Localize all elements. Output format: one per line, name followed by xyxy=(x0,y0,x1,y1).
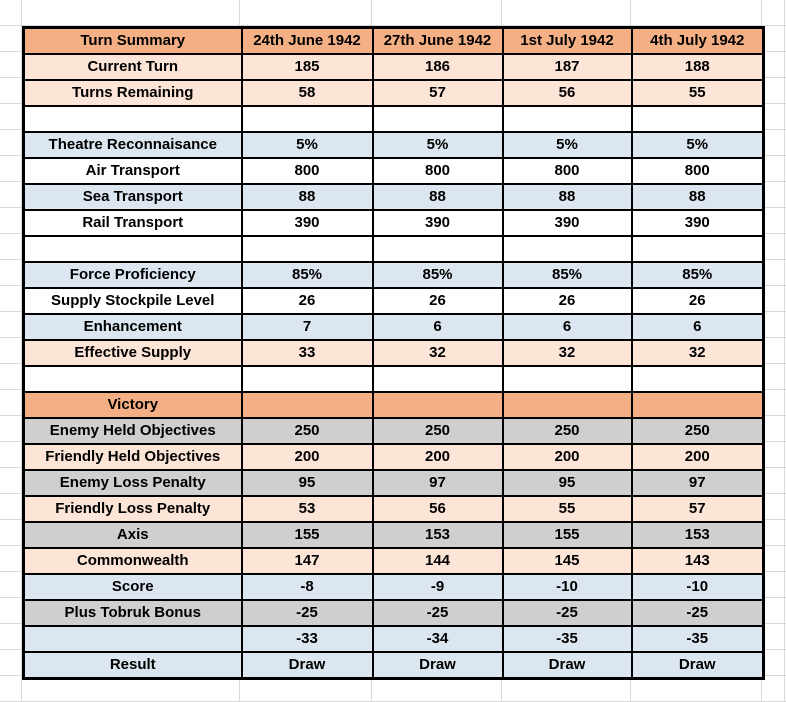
value-cell[interactable]: 88 xyxy=(373,184,503,210)
table-row xyxy=(24,262,764,288)
table-title-cell[interactable]: Turn Summary xyxy=(24,28,242,55)
value-cell[interactable]: -25 xyxy=(632,600,764,626)
value-cell[interactable]: 153 xyxy=(373,522,503,548)
value-cell[interactable]: -10 xyxy=(632,574,764,600)
value-cell[interactable]: 143 xyxy=(632,548,764,574)
row-label-cell[interactable]: Turns Remaining xyxy=(24,80,242,106)
value-cell[interactable] xyxy=(242,392,373,418)
value-cell[interactable]: 250 xyxy=(503,418,632,444)
value-cell[interactable] xyxy=(632,236,764,262)
value-cell[interactable]: 33 xyxy=(242,340,373,366)
table-row xyxy=(24,574,764,600)
value-cell[interactable]: 5% xyxy=(503,132,632,158)
value-cell[interactable]: 153 xyxy=(632,522,764,548)
value-cell[interactable]: 97 xyxy=(632,470,764,496)
value-cell[interactable]: 390 xyxy=(373,210,503,236)
table-row xyxy=(24,340,764,366)
table-row xyxy=(24,132,764,158)
table-row xyxy=(24,522,764,548)
value-cell[interactable]: 5% xyxy=(242,132,373,158)
value-cell[interactable] xyxy=(632,106,764,132)
value-cell[interactable]: 200 xyxy=(632,444,764,470)
row-label-cell[interactable]: Effective Supply xyxy=(24,340,242,366)
value-cell[interactable] xyxy=(242,366,373,392)
value-cell[interactable]: -34 xyxy=(373,626,503,652)
row-label-cell[interactable]: Plus Tobruk Bonus xyxy=(24,600,242,626)
table-row xyxy=(24,548,764,574)
table-row xyxy=(24,626,764,652)
row-label-cell[interactable]: Friendly Loss Penalty xyxy=(24,496,242,522)
row-label-cell[interactable]: Enemy Loss Penalty xyxy=(24,470,242,496)
value-cell[interactable] xyxy=(632,366,764,392)
value-cell[interactable] xyxy=(503,106,632,132)
row-label-cell[interactable]: Commonwealth xyxy=(24,548,242,574)
table-row xyxy=(24,314,764,340)
table-row xyxy=(24,444,764,470)
value-cell[interactable] xyxy=(503,392,632,418)
turn-summary-table xyxy=(22,26,765,680)
value-cell[interactable]: 97 xyxy=(373,470,503,496)
table-row xyxy=(24,496,764,522)
table-row xyxy=(24,106,764,132)
value-cell[interactable]: 55 xyxy=(503,496,632,522)
value-cell[interactable]: Draw xyxy=(242,652,373,679)
value-cell[interactable]: 186 xyxy=(373,54,503,80)
row-label-cell[interactable]: Theatre Reconnaisance xyxy=(24,132,242,158)
value-cell[interactable]: Draw xyxy=(373,652,503,679)
value-cell[interactable]: 32 xyxy=(373,340,503,366)
row-label-cell[interactable] xyxy=(24,236,242,262)
table-row xyxy=(24,184,764,210)
turn-summary-table-body xyxy=(24,28,764,679)
value-cell[interactable]: 53 xyxy=(242,496,373,522)
value-cell[interactable]: 56 xyxy=(503,80,632,106)
value-cell[interactable]: 88 xyxy=(503,184,632,210)
row-label-cell[interactable]: Friendly Held Objectives xyxy=(24,444,242,470)
table-row xyxy=(24,470,764,496)
value-cell[interactable]: 250 xyxy=(373,418,503,444)
value-cell[interactable]: 155 xyxy=(503,522,632,548)
table-row xyxy=(24,392,764,418)
value-cell[interactable]: 32 xyxy=(632,340,764,366)
table-row xyxy=(24,418,764,444)
value-cell[interactable]: 800 xyxy=(242,158,373,184)
value-cell[interactable]: -33 xyxy=(242,626,373,652)
value-cell[interactable]: 7 xyxy=(242,314,373,340)
row-label-cell[interactable]: Sea Transport xyxy=(24,184,242,210)
value-cell[interactable]: 85% xyxy=(503,262,632,288)
value-cell[interactable]: 155 xyxy=(242,522,373,548)
row-label-cell[interactable]: Supply Stockpile Level xyxy=(24,288,242,314)
row-label-cell[interactable]: Current Turn xyxy=(24,54,242,80)
value-cell[interactable]: -35 xyxy=(632,626,764,652)
value-cell[interactable] xyxy=(242,236,373,262)
row-label-cell[interactable]: Result xyxy=(24,652,242,679)
column-header-cell[interactable]: 24th June 1942 xyxy=(242,28,373,55)
row-label-cell[interactable]: Rail Transport xyxy=(24,210,242,236)
row-label-cell[interactable]: Air Transport xyxy=(24,158,242,184)
row-label-cell[interactable]: Enhancement xyxy=(24,314,242,340)
column-header-cell[interactable]: 27th June 1942 xyxy=(373,28,503,55)
value-cell[interactable]: 26 xyxy=(632,288,764,314)
value-cell[interactable]: 250 xyxy=(632,418,764,444)
value-cell[interactable]: 85% xyxy=(373,262,503,288)
row-label-cell[interactable]: Axis xyxy=(24,522,242,548)
row-label-cell[interactable]: Victory xyxy=(24,392,242,418)
value-cell[interactable]: Draw xyxy=(503,652,632,679)
value-cell[interactable]: 26 xyxy=(242,288,373,314)
table-row xyxy=(24,236,764,262)
row-label-cell[interactable] xyxy=(24,106,242,132)
value-cell[interactable]: 188 xyxy=(632,54,764,80)
value-cell[interactable]: 95 xyxy=(503,470,632,496)
value-cell[interactable]: 147 xyxy=(242,548,373,574)
value-cell[interactable] xyxy=(632,392,764,418)
row-label-cell[interactable] xyxy=(24,366,242,392)
value-cell[interactable]: 144 xyxy=(373,548,503,574)
value-cell[interactable]: 26 xyxy=(373,288,503,314)
row-label-cell[interactable]: Enemy Held Objectives xyxy=(24,418,242,444)
column-header-cell[interactable]: 1st July 1942 xyxy=(503,28,632,55)
value-cell[interactable]: 390 xyxy=(632,210,764,236)
value-cell[interactable]: 57 xyxy=(373,80,503,106)
value-cell[interactable]: 390 xyxy=(242,210,373,236)
value-cell[interactable]: 85% xyxy=(242,262,373,288)
value-cell[interactable]: 55 xyxy=(632,80,764,106)
value-cell[interactable]: -8 xyxy=(242,574,373,600)
value-cell[interactable] xyxy=(373,236,503,262)
value-cell[interactable]: -25 xyxy=(373,600,503,626)
value-cell[interactable]: -35 xyxy=(503,626,632,652)
value-cell[interactable] xyxy=(373,106,503,132)
value-cell[interactable]: 32 xyxy=(503,340,632,366)
header-row xyxy=(24,28,764,55)
value-cell[interactable]: 95 xyxy=(242,470,373,496)
value-cell[interactable]: 85% xyxy=(632,262,764,288)
value-cell[interactable]: -25 xyxy=(242,600,373,626)
value-cell[interactable]: -25 xyxy=(503,600,632,626)
table-row xyxy=(24,366,764,392)
value-cell[interactable]: 88 xyxy=(632,184,764,210)
table-row xyxy=(24,80,764,106)
row-label-cell[interactable]: Score xyxy=(24,574,242,600)
value-cell[interactable]: -9 xyxy=(373,574,503,600)
value-cell[interactable] xyxy=(503,236,632,262)
value-cell[interactable]: 5% xyxy=(373,132,503,158)
value-cell[interactable]: 56 xyxy=(373,496,503,522)
value-cell[interactable]: 6 xyxy=(503,314,632,340)
row-label-cell[interactable] xyxy=(24,626,242,652)
value-cell[interactable] xyxy=(503,366,632,392)
value-cell[interactable]: Draw xyxy=(632,652,764,679)
value-cell[interactable]: 250 xyxy=(242,418,373,444)
value-cell[interactable]: 800 xyxy=(373,158,503,184)
row-label-cell[interactable]: Force Proficiency xyxy=(24,262,242,288)
value-cell[interactable]: 200 xyxy=(503,444,632,470)
value-cell[interactable]: 6 xyxy=(632,314,764,340)
value-cell[interactable]: 26 xyxy=(503,288,632,314)
value-cell[interactable]: 800 xyxy=(632,158,764,184)
value-cell[interactable]: 200 xyxy=(373,444,503,470)
value-cell[interactable]: 58 xyxy=(242,80,373,106)
value-cell[interactable]: 5% xyxy=(632,132,764,158)
value-cell[interactable]: -10 xyxy=(503,574,632,600)
table-row xyxy=(24,210,764,236)
value-cell[interactable]: 800 xyxy=(503,158,632,184)
value-cell[interactable]: 57 xyxy=(632,496,764,522)
value-cell[interactable]: 185 xyxy=(242,54,373,80)
value-cell[interactable]: 390 xyxy=(503,210,632,236)
column-header-cell[interactable]: 4th July 1942 xyxy=(632,28,764,55)
table-row xyxy=(24,600,764,626)
value-cell[interactable]: 6 xyxy=(373,314,503,340)
value-cell[interactable]: 200 xyxy=(242,444,373,470)
value-cell[interactable] xyxy=(373,366,503,392)
value-cell[interactable]: 187 xyxy=(503,54,632,80)
table-row xyxy=(24,158,764,184)
table-row xyxy=(24,288,764,314)
table-row xyxy=(24,54,764,80)
value-cell[interactable] xyxy=(373,392,503,418)
table-row xyxy=(24,652,764,679)
value-cell[interactable]: 145 xyxy=(503,548,632,574)
value-cell[interactable] xyxy=(242,106,373,132)
value-cell[interactable]: 88 xyxy=(242,184,373,210)
